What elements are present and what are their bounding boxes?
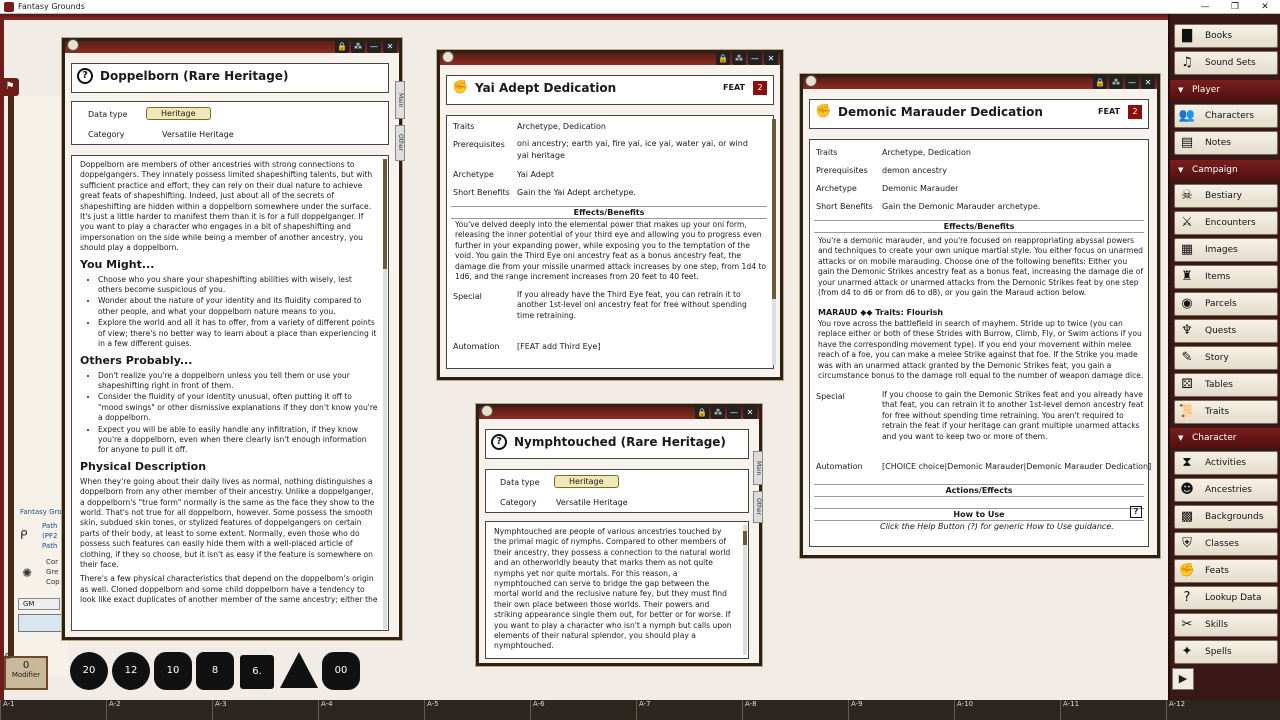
window-titlebar[interactable] xyxy=(479,407,759,419)
sidebar-item-notes[interactable] xyxy=(1174,131,1278,155)
chat-line: Fantasy Gro xyxy=(20,508,62,516)
d4-die[interactable] xyxy=(280,652,318,688)
link-icon[interactable]: ⁂ xyxy=(1109,76,1123,89)
you-might-heading: You Might... xyxy=(80,257,155,271)
grid-label: A-12 xyxy=(1166,700,1185,720)
help-question-icon[interactable]: ? xyxy=(491,434,507,450)
wand-icon: ✦ xyxy=(1181,644,1193,659)
sidebar-item-tables[interactable] xyxy=(1174,373,1278,397)
grid-label: A-10 xyxy=(954,700,973,720)
d8-die[interactable]: 8 xyxy=(196,652,234,690)
record-header xyxy=(485,429,749,459)
grid-label-bar xyxy=(0,700,1280,720)
others-heading: Others Probably... xyxy=(80,353,193,367)
dice-icon: ⚄ xyxy=(1181,377,1193,392)
notes-icon: ▤ xyxy=(1180,135,1194,150)
sidebar-item-label: Bestiary xyxy=(1205,191,1242,201)
effects-text: You've delved deeply into the elemental power that makes up your oni form, releasing the inner potential of your third eye and allowing you to progress even further in your expanding power, while exposing you to the temptation of the void. You gain the Third Eye oni ancestry feat as a bonus ancestry feat, the damage die from your missile unarmed attack increases by one step, from 1d4 to 1d6, and the range increment increases from 20 feet to 40 feet. xyxy=(455,220,767,282)
grid-label: A-8 xyxy=(742,700,757,720)
feat-label: FEAT xyxy=(1098,107,1120,116)
sidebar-item-label: Story xyxy=(1205,353,1229,363)
share-icon[interactable] xyxy=(442,51,454,63)
sidebar-item-images[interactable] xyxy=(1174,238,1278,262)
grid-label: A-2 xyxy=(106,700,121,720)
music-icon: ♫ xyxy=(1181,55,1193,70)
close-icon[interactable]: ✕ xyxy=(383,40,397,53)
heritage-info-box xyxy=(71,101,389,145)
feat-level-badge: 2 xyxy=(753,81,767,95)
two-action-icon: ◆◆ xyxy=(860,308,873,317)
lock-icon[interactable]: 🔒 xyxy=(1093,76,1107,89)
sidebar-item-traits[interactable] xyxy=(1174,400,1278,424)
chat-gear-icon: ✺ xyxy=(22,566,33,580)
feat-level-badge: 2 xyxy=(1128,105,1142,119)
data-type-value[interactable]: Heritage xyxy=(554,475,619,488)
desktop-top-border xyxy=(0,14,1168,20)
chat-identity-select[interactable] xyxy=(18,598,60,610)
traits-value: Archetype, Dedication xyxy=(882,148,971,157)
page-title: Demonic Marauder Dedication xyxy=(838,105,1043,119)
modifier-label: Modifier xyxy=(11,671,41,679)
list-item: • Consider the fluidity of your identity unusual, often putting it off to "mood swings" or other dismissive explanations if they don't know you're a doppelborn. xyxy=(98,392,378,423)
grid-label: A-4 xyxy=(318,700,333,720)
sidebar-item-label: Sound Sets xyxy=(1205,58,1256,68)
record-header xyxy=(71,63,389,93)
scrollbar[interactable] xyxy=(772,119,776,365)
sidebar-item-label: Classes xyxy=(1205,539,1239,549)
description-text[interactable] xyxy=(485,521,749,659)
list-item: • Choose who you share your shapeshifting abilities with wisely, lest others become suspicious of you. xyxy=(98,275,378,296)
lock-icon[interactable]: 🔒 xyxy=(716,52,730,65)
grid-label: A-3 xyxy=(212,700,227,720)
actions-heading: Actions/Effects xyxy=(814,484,1144,497)
prerequisites-value: oni ancestry; earth yai, fire yai, ice yai, water yai, or wind yai heritage xyxy=(517,139,748,160)
tools-icon: ✂ xyxy=(1181,617,1193,632)
sidebar-item-label: Encounters xyxy=(1205,218,1256,228)
short-benefits-label: Short Benefits xyxy=(816,202,873,211)
minimize-icon[interactable]: — xyxy=(727,406,741,419)
sidebar-item-quests[interactable] xyxy=(1174,319,1278,343)
feat-label: FEAT xyxy=(723,83,745,92)
sidebar-item-label: Lookup Data xyxy=(1205,593,1262,603)
minimize-icon[interactable]: — xyxy=(748,52,762,65)
heritage-info-box xyxy=(485,469,749,513)
gm-label: GM xyxy=(23,600,35,608)
minimize-button[interactable]: — xyxy=(1200,2,1210,12)
category-label: Category xyxy=(88,130,125,139)
sidebar-item-label: Feats xyxy=(1205,566,1229,576)
sidebar-header-player[interactable]: ▼ Player xyxy=(1170,80,1280,100)
special-label: Special xyxy=(816,392,845,401)
chat-line: Path xyxy=(42,542,58,550)
automation-label: Automation xyxy=(453,342,500,351)
fist-icon: ✊ xyxy=(452,80,469,95)
sidebar-item-label: Books xyxy=(1205,31,1233,41)
chat-line: (PF2 xyxy=(42,532,58,540)
prerequisites-label: Prerequisites xyxy=(816,166,868,175)
shield-icon: ⛨ xyxy=(1182,536,1192,551)
you-might-list xyxy=(98,275,378,350)
automation-value: [CHOICE choice|Demonic Marauder|Demonic Marauder Dedication] xyxy=(882,462,1152,471)
window-controls xyxy=(1190,0,1280,14)
doppelborn-window xyxy=(62,38,402,640)
feat-details[interactable] xyxy=(446,115,774,369)
list-item: • Expect you will be able to easily handle any infiltration, if they know you're a doppelborn, even when there clearly isn't enough information for anyone to pull it off. xyxy=(98,425,378,456)
sidebar-item-skills[interactable] xyxy=(1174,613,1278,637)
sidebar-item-spells[interactable] xyxy=(1174,640,1278,664)
hourglass-icon: ⧗ xyxy=(1182,455,1192,470)
map-icon: ▩ xyxy=(1180,509,1194,524)
d6-die[interactable]: 6. xyxy=(240,655,274,689)
physical-paragraph: There's a few physical characteristics that depend on the doppelborn's origin as well. Cloned doppelborn and some child doppelborn have a tendency to look like exact duplicates of another member of the same ancestry; either the xyxy=(80,574,378,605)
feat-details[interactable] xyxy=(809,139,1152,547)
yai-adept-window xyxy=(437,50,783,380)
grid-label: A-11 xyxy=(1060,700,1079,720)
data-type-label: Data type xyxy=(500,478,540,487)
close-icon[interactable]: ✕ xyxy=(743,406,757,419)
page-title: Yai Adept Dedication xyxy=(475,81,617,95)
question-icon: ? xyxy=(1183,590,1191,605)
bag-icon: ♜ xyxy=(1181,269,1193,284)
sidebar-item-classes[interactable] xyxy=(1174,532,1278,556)
minimize-icon[interactable]: — xyxy=(1125,76,1139,89)
sidebar-item-lookup-data[interactable] xyxy=(1174,586,1278,610)
chat-input[interactable] xyxy=(18,614,66,632)
scrollbar[interactable] xyxy=(743,525,747,655)
short-benefits-value: Gain the Yai Adept archetype. xyxy=(517,188,636,197)
settings-gear-icon[interactable]: ⚙ xyxy=(4,652,13,662)
tab-other[interactable]: Other xyxy=(395,125,405,161)
sidebar-item-label: Quests xyxy=(1205,326,1237,336)
automation-value: [FEAT add Third Eye] xyxy=(517,342,601,351)
chat-line: Cor xyxy=(46,558,59,566)
d20-die[interactable]: 20 xyxy=(70,652,108,690)
sidebar xyxy=(1168,14,1280,700)
tab-main[interactable]: Main xyxy=(753,451,763,485)
page-title: Doppelborn (Rare Heritage) xyxy=(100,69,289,83)
traits-value: Archetype, Dedication xyxy=(517,122,606,131)
sidebar-item-label: Activities xyxy=(1205,458,1247,468)
sidebar-item-label: Images xyxy=(1205,245,1238,255)
help-button[interactable]: ? xyxy=(1130,506,1142,518)
sidebar-item-label: Backgrounds xyxy=(1205,512,1264,522)
others-list xyxy=(98,371,378,456)
grid-label: A-9 xyxy=(848,700,863,720)
app-title: Fantasy Grounds xyxy=(18,2,85,11)
maraud-traits: Traits: Flourish xyxy=(875,308,944,317)
sidebar-item-label: Tables xyxy=(1205,380,1233,390)
sidebar-item-feats[interactable] xyxy=(1174,559,1278,583)
close-icon[interactable]: ✕ xyxy=(764,52,778,65)
scrollbar[interactable] xyxy=(383,159,387,629)
description-text[interactable] xyxy=(71,155,389,631)
d10-die[interactable]: 10 xyxy=(154,652,192,690)
chat-pf-icon: ᑭ xyxy=(20,528,28,542)
tab-main[interactable]: Main xyxy=(395,81,405,119)
chat-line: Path xyxy=(42,522,58,530)
modifier-value: 0 xyxy=(22,660,30,671)
prerequisites-label: Prerequisites xyxy=(453,140,505,149)
fist-icon: ✊ xyxy=(815,104,832,119)
automation-label: Automation xyxy=(816,462,863,471)
sidebar-item-label: Items xyxy=(1205,272,1231,282)
sidebar-item-story[interactable] xyxy=(1174,346,1278,370)
app-icon xyxy=(4,2,14,12)
physical-heading: Physical Description xyxy=(80,459,207,473)
orc-icon: ☻ xyxy=(1180,482,1194,497)
close-icon[interactable]: ✕ xyxy=(1141,76,1155,89)
category-value: Versatile Heritage xyxy=(556,498,628,507)
d100-die[interactable]: 00 xyxy=(322,652,360,690)
sidebar-item-books[interactable] xyxy=(1174,24,1278,48)
share-icon[interactable] xyxy=(481,405,493,417)
maraud-text: You rove across the battlefield in search of mayhem. Stride up to twice (you can replace either or both of these Strides with Burrow, Climb, Fly, or Swim actions if you have the corresponding movement type). If you end your movement within melee reach of a foe, you can make a melee Strike against that foe. If the Strike you made was with an unarmed attack granted by the Demonic Strikes feat, you gain a circumstance bonus to the damage roll equal to the number of weapon damage dice. xyxy=(818,319,1144,381)
record-header xyxy=(809,99,1149,129)
archetype-value: Yai Adept xyxy=(517,170,554,179)
people-icon: 👥 xyxy=(1178,108,1196,123)
list-item: • Don't realize you're a doppelborn unless you tell them or use your shapeshifting right in front of them. xyxy=(98,371,378,392)
grid-label: A-7 xyxy=(636,700,651,720)
tab-other[interactable]: Other xyxy=(753,491,763,523)
window-titlebar[interactable] xyxy=(803,77,1157,89)
record-header xyxy=(446,75,774,105)
maximize-button[interactable]: ❐ xyxy=(1230,2,1240,12)
close-button[interactable]: ✕ xyxy=(1261,2,1269,12)
sidebar-item-label: Characters xyxy=(1205,111,1255,121)
link-icon[interactable]: ⁂ xyxy=(732,52,746,65)
sidebar-header-character[interactable]: ▼ Character xyxy=(1170,428,1280,448)
data-type-label: Data type xyxy=(88,110,128,119)
archetype-value: Demonic Marauder xyxy=(882,184,959,193)
swords-icon: ⚔ xyxy=(1181,215,1193,230)
archetype-label: Archetype xyxy=(453,170,494,179)
category-value: Versatile Heritage xyxy=(162,130,234,139)
desktop-left-border xyxy=(0,20,4,700)
sidebar-item-characters[interactable] xyxy=(1174,104,1278,128)
window-titlebar[interactable] xyxy=(440,53,780,65)
traits-label: Traits xyxy=(453,122,475,131)
story-icon: ✎ xyxy=(1181,350,1193,365)
intro-paragraph: Doppelborn are members of other ancestries with strong connections to doppelgangers. They innately possess limited shapeshifting talents, but with sufficient practice and effort, they can rely on their dual nature to achieve great feats of shapeshifting. Indeed, just about all of the secrets of shapeshifting are hidden within a doppelborn somewhere under the surface. It's just a little harder to manifest them than it is for a full doppelganger. If you want to play a character who engages in a bit of shapeshifting and impersonation on the side while being a member of another ancestry, you should play a doppelborn. xyxy=(80,160,373,253)
chat-line: Gre xyxy=(46,568,59,576)
list-item: • Explore the world and all it has to offer, from a variety of different points of view; there's no better way to learn about a place than experiencing it in a few different guises. xyxy=(98,318,378,349)
sidebar-item-backgrounds[interactable] xyxy=(1174,505,1278,529)
effects-text: You're a demonic marauder, and you're focused on reappropriating abyssal powers and techniques to create your own unique martial style. You either focus on unarmed attacks or on mobile marauding. Choose one of the following benefits: Either you gain the Demonic Strikes ancestry feat as a bonus feat, increasing the damage die of your unarmed attack or unarmed attacks from the Demonic Strikes feat by one step (from d4 to d6 or from d6 to d8), or you gain the Maraud action below. xyxy=(818,236,1144,298)
sidebar-item-label: Skills xyxy=(1205,620,1229,630)
sidebar-item-sound-sets[interactable] xyxy=(1174,51,1278,75)
party-icon[interactable]: ⚑ xyxy=(1,78,19,96)
lock-icon[interactable]: 🔒 xyxy=(335,40,349,53)
physical-paragraph: When they're going about their daily lives as normal, nothing distinguishes a doppelborn from any other member of their ancestry. Unlike a doppelganger, a doppelborn's "true form" normally is the same as the face they show to the world. That's not true for all doppelborn, however. Some possess the smooth skin, subdued skin tones, or stylized features of doppelgangers on certain parts of their body, at least to some extent. Normally, even those who do possess such features can easily hide them with a well-placed article of clothing, if they so choose, but it isn't as easy if the feature is somewhere on their face. xyxy=(80,476,375,569)
data-type-value[interactable]: Heritage xyxy=(146,107,211,120)
sidebar-item-parcels[interactable] xyxy=(1174,292,1278,316)
help-question-icon[interactable]: ? xyxy=(77,68,93,84)
sidebar-item-label: Notes xyxy=(1205,138,1231,148)
chat-panel xyxy=(8,96,68,676)
prerequisites-value: demon ancestry xyxy=(882,166,947,175)
traits-label: Traits xyxy=(816,148,838,157)
short-benefits-value: Gain the Demonic Marauder archetype. xyxy=(882,202,1041,211)
book-icon: ▇ xyxy=(1182,28,1192,43)
special-text: If you choose to gain the Demonic Strikes feat and you already have that feat, you can retrain it to another 1st-level demon ancestry feat for free without spending time retraining. You aren't required to retrain the feat if your heritage can grant multiple unarmed attacks and you want to keep two or more of them. xyxy=(882,390,1144,441)
lock-icon[interactable]: 🔒 xyxy=(695,406,709,419)
sidebar-item-label: Traits xyxy=(1205,407,1230,417)
skull-icon: ☠ xyxy=(1181,188,1193,203)
chat-line: Cop xyxy=(46,578,60,586)
special-label: Special xyxy=(453,292,482,301)
d12-die[interactable]: 12 xyxy=(112,652,150,690)
share-icon[interactable] xyxy=(805,75,817,87)
demonic-marauder-window xyxy=(800,74,1160,558)
nymphtouched-window xyxy=(476,404,762,666)
grid-label: A-5 xyxy=(424,700,439,720)
image-icon: ▦ xyxy=(1180,242,1194,257)
how-to-use-heading: How to Use xyxy=(814,508,1144,521)
coins-icon: ◉ xyxy=(1181,296,1193,311)
sidebar-item-items[interactable] xyxy=(1174,265,1278,289)
short-benefits-label: Short Benefits xyxy=(453,188,510,197)
app-titlebar xyxy=(0,0,1280,14)
grid-label: A-1 xyxy=(0,700,15,720)
page-title: Nymphtouched (Rare Heritage) xyxy=(514,435,726,449)
minimize-icon[interactable]: — xyxy=(367,40,381,53)
special-text: If you already have the Third Eye feat, you can retrain it to another 1st-level oni ancestry feat for free without spending time retraining. xyxy=(517,290,747,320)
list-item: • Wonder about the nature of your identity and its fluidity compared to other people, and what your doppelborn nature means to you. xyxy=(98,296,378,317)
chalice-icon: ♆ xyxy=(1181,323,1193,338)
how-to-use-text: Click the Help Button (?) for generic How to Use guidance. xyxy=(880,522,1114,531)
share-icon[interactable] xyxy=(67,39,79,51)
sidebar-item-bestiary[interactable] xyxy=(1174,184,1278,208)
effects-heading: Effects/Benefits xyxy=(814,220,1144,233)
maraud-title: MARAUD xyxy=(818,308,858,317)
sidebar-item-label: Spells xyxy=(1205,647,1232,657)
archetype-label: Archetype xyxy=(816,184,857,193)
sidebar-item-ancestries[interactable] xyxy=(1174,478,1278,502)
effects-heading: Effects/Benefits xyxy=(451,206,767,219)
link-icon[interactable]: ⁂ xyxy=(711,406,725,419)
category-label: Category xyxy=(500,498,537,507)
fist-icon: ✊ xyxy=(1178,563,1196,578)
link-icon[interactable]: ⁂ xyxy=(351,40,365,53)
scroll-icon: 📜 xyxy=(1178,404,1196,419)
sidebar-header-campaign[interactable]: ▼ Campaign xyxy=(1170,160,1280,180)
grid-label: A-6 xyxy=(530,700,545,720)
window-titlebar[interactable] xyxy=(65,41,399,53)
description-paragraph: Nymphtouched are people of various ancestries touched by the primal magic of nymphs. Compared to other members of their ancestry, they possess a connection to the natural world and an otherworldly beauty that marks them as not quite nymphs yet nor quite mortals. For this reason, a nymphtouched can serve to bridge the gap between the mortal world and the reclusive nature fey, but they must find their own place between those worlds. Their powers and striking appearance single them out, for better or for worse. If you want to play a character who isn't a nymph but calls upon elements of their natural splendor, you should play a nymphtouched. xyxy=(494,527,732,651)
sidebar-item-label: Ancestries xyxy=(1205,485,1252,495)
sidebar-item-activities[interactable] xyxy=(1174,451,1278,475)
sidebar-expand-play-icon[interactable]: ▶ xyxy=(1172,668,1194,690)
sidebar-item-label: Parcels xyxy=(1205,299,1237,309)
sidebar-item-encounters[interactable] xyxy=(1174,211,1278,235)
